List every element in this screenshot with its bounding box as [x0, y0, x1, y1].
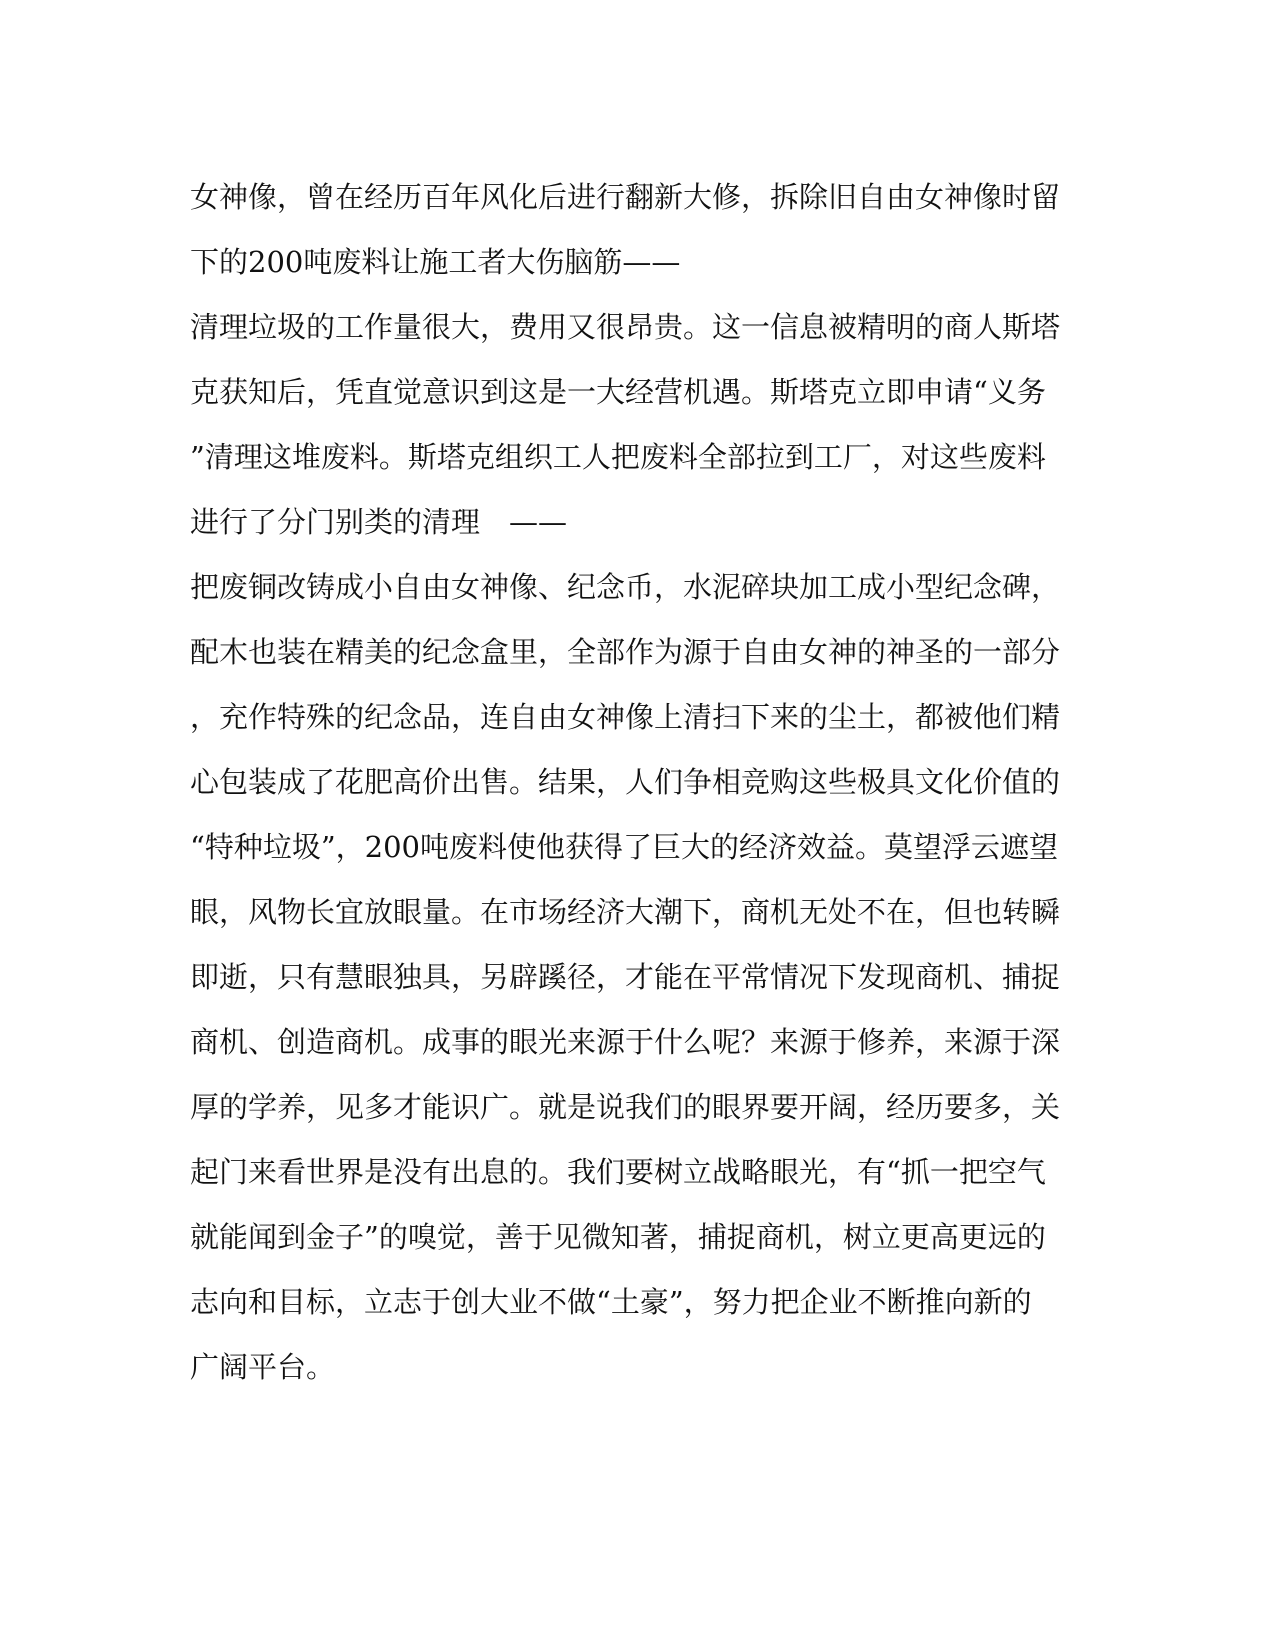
text-line-14: 商机、创造商机。成事的眼光来源于什么呢？来源于修养，来源于深 [190, 1025, 1061, 1059]
text-line-11: “特种垃圾”，200吨废料使他获得了巨大的经济效益。莫望浮云遮望 [190, 830, 1059, 864]
text-line-1: 女神像，曾在经历百年风化后进行翻新大修，拆除旧自由女神像时留 [190, 180, 1061, 214]
text-line-13: 即逝，只有慧眼独具，另辟蹊径，才能在平常情况下发现商机、捕捉 [190, 960, 1061, 994]
text-line-16: 起门来看世界是没有出息的。我们要树立战略眼光，有“抓一把空气 [190, 1155, 1046, 1189]
text-line-18: 志向和目标，立志于创大业不做“土豪”，努力把企业不断推向新的 [190, 1285, 1032, 1319]
text-line-2: 下的200吨废料让施工者大伤脑筋—— [190, 245, 681, 279]
text-line-5: ”清理这堆废料。斯塔克组织工人把废料全部拉到工厂，对这些废料 [190, 440, 1046, 474]
text-line-6: 进行了分门别类的清理 —— [190, 505, 568, 539]
text-line-17: 就能闻到金子”的嗅觉，善于见微知著，捕捉商机，树立更高更远的 [190, 1220, 1046, 1254]
body-text [190, 165, 1090, 1400]
text-line-19: 广阔平台。 [190, 1350, 336, 1384]
text-line-8: 配木也装在精美的纪念盒里，全部作为源于自由女神的神圣的一部分 [190, 635, 1061, 669]
text-line-3: 清理垃圾的工作量很大，费用又很昂贵。这一信息被精明的商人斯塔 [190, 310, 1061, 344]
text-line-7: 把废铜改铸成小自由女神像、纪念币，水泥碎块加工成小型纪念碑， [190, 570, 1061, 604]
text-line-4: 克获知后，凭直觉意识到这是一大经营机遇。斯塔克立即申请“义务 [190, 375, 1046, 409]
text-line-9: ，充作特殊的纪念品，连自由女神像上清扫下来的尘土，都被他们精 [190, 700, 1061, 734]
text-line-15: 厚的学养，见多才能识广。就是说我们的眼界要开阔，经历要多，关 [190, 1090, 1061, 1124]
text-line-12: 眼，风物长宜放眼量。在市场经济大潮下，商机无处不在，但也转瞬 [190, 895, 1061, 929]
text-line-10: 心包装成了花肥高价出售。结果，人们争相竞购这些极具文化价值的 [190, 765, 1061, 799]
